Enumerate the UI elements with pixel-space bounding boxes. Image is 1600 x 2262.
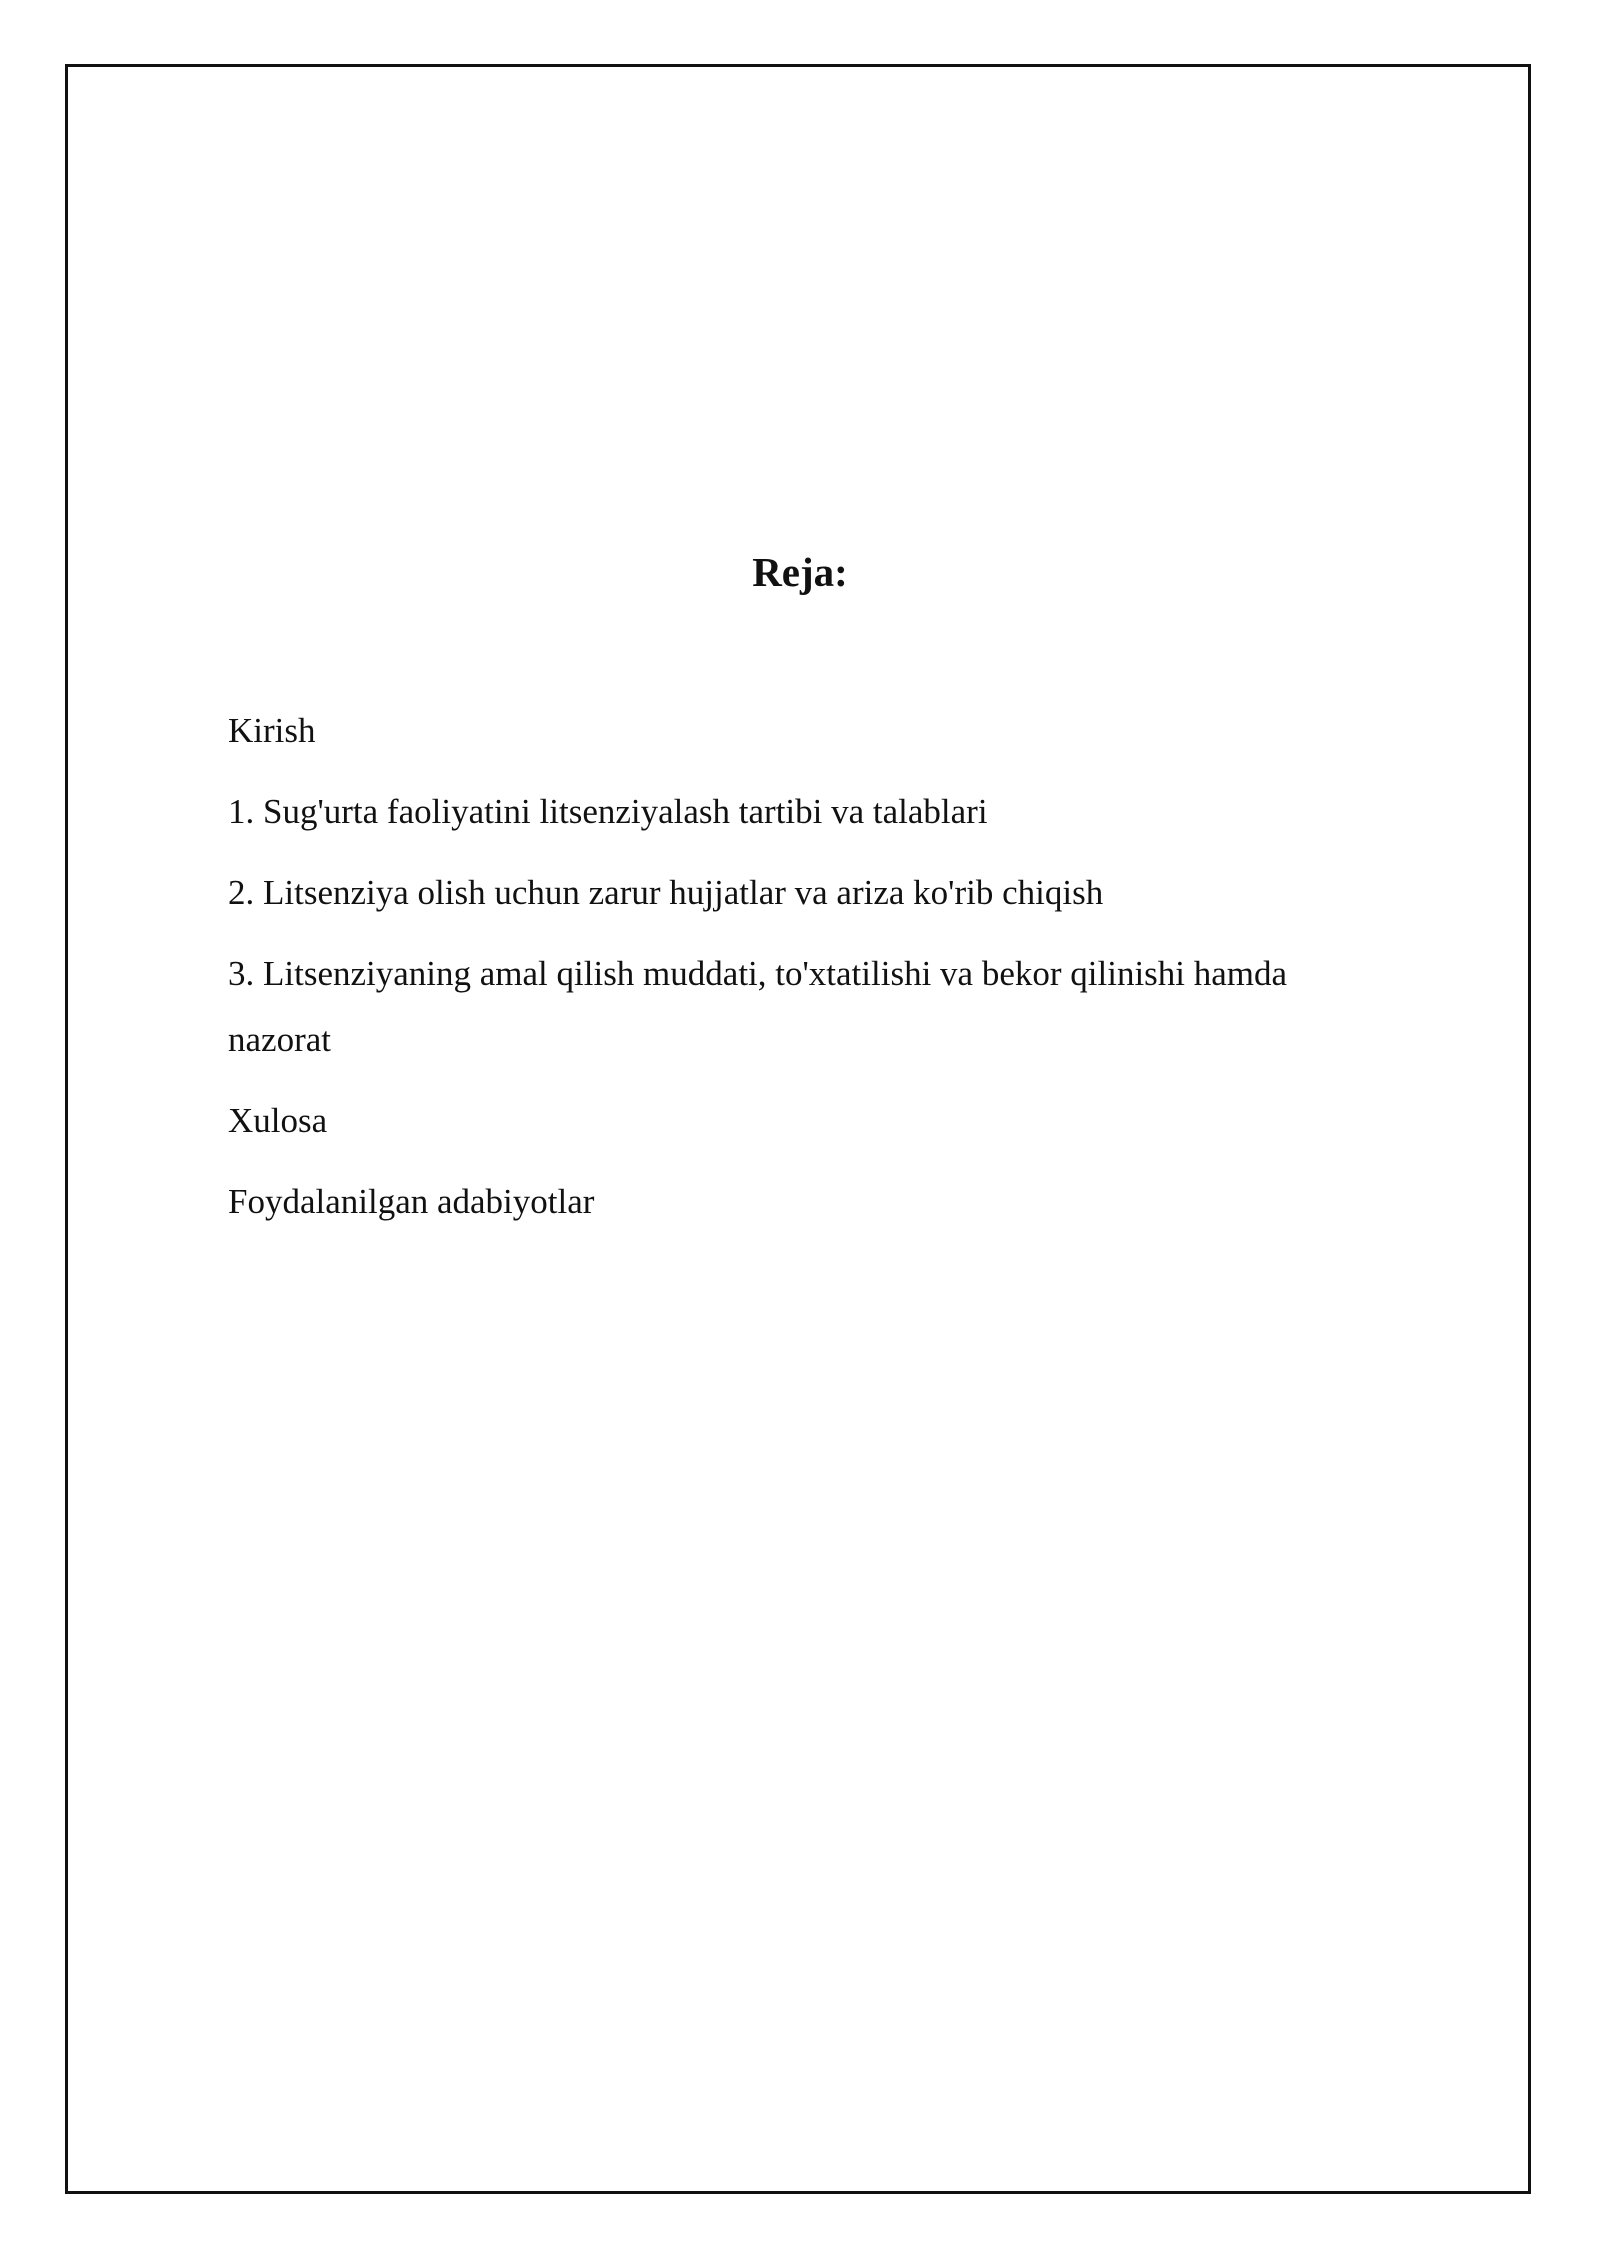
plan-item-introduction: Kirish	[228, 711, 316, 750]
plan-item-conclusion: Xulosa	[228, 1101, 328, 1140]
plan-list	[228, 698, 1388, 1250]
plan-item-1: 1. Sug'urta faoliyatini litsenziyalash tartibi va talablari	[228, 792, 988, 831]
page-title: Reja:	[752, 549, 848, 595]
plan-item-3: 3. Litsenziyaning amal qilish muddati, to'xtatilishi va bekor qilinishi hamda nazorat	[228, 954, 1288, 1059]
plan-item-references: Foydalanilgan adabiyotlar	[228, 1182, 595, 1221]
plan-item-2: 2. Litsenziya olish uchun zarur hujjatlar va ariza ko'rib chiqish	[228, 873, 1104, 912]
